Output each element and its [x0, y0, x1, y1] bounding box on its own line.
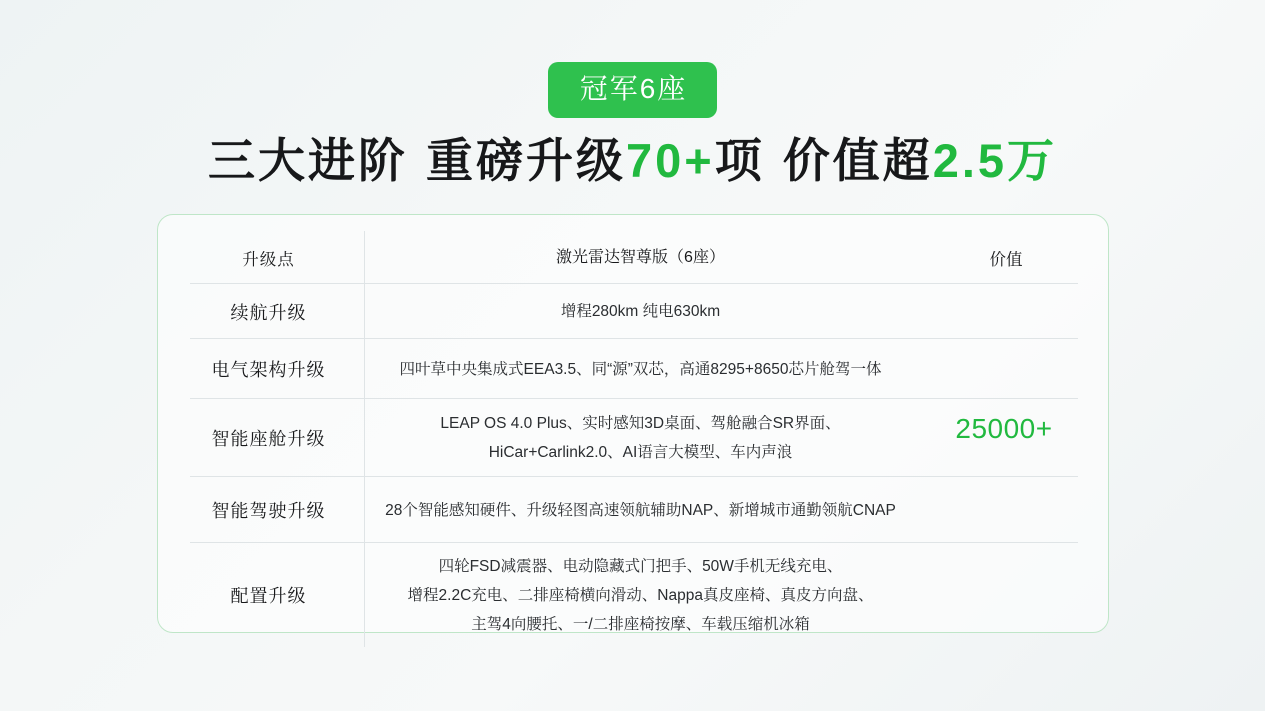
- desc-line: 主驾4向腰托、一/二排座椅按摩、车载压缩机冰箱: [471, 615, 810, 633]
- row-point-eea: 电气架构升级: [172, 339, 365, 399]
- champion-badge: 冠军6座: [548, 62, 718, 118]
- headline-part3: 项: [714, 134, 765, 187]
- headline-part2: 重磅升级: [425, 134, 626, 187]
- header-version: 激光雷达智尊版（6座）: [556, 249, 725, 266]
- desc-line: 四叶草中央集成式EEA3.5、同“源”双芯，高通8295+8650芯片舱驾一体: [399, 360, 882, 378]
- total-value: 25000+: [955, 413, 1053, 444]
- row-desc-config: [365, 543, 916, 647]
- badge-row: [0, 62, 1265, 118]
- row-desc-cockpit: [365, 399, 916, 477]
- row-value-eea: [916, 339, 1096, 399]
- page-title: [0, 124, 1265, 191]
- row-desc-driving: [365, 477, 916, 543]
- row-point-config: 配置升级: [172, 543, 365, 647]
- row-desc-range: [365, 284, 916, 339]
- table-header-row: [172, 231, 1096, 284]
- row-point-cockpit: 智能座舱升级: [172, 399, 365, 477]
- table-row: [172, 477, 1096, 543]
- header-upgrade-point: 升级点: [172, 231, 365, 284]
- desc-line: 增程2.2C充电、二排座椅横向滑动、Nappa真皮座椅、真皮方向盘、: [407, 586, 874, 604]
- headline-part4: 价值超: [782, 134, 933, 187]
- row-value-config: [916, 543, 1096, 647]
- table-row: [172, 543, 1096, 647]
- row-value-driving: [916, 477, 1096, 543]
- desc-line: 增程280km 纯电630km: [560, 303, 721, 320]
- headline-part1: 三大进阶: [207, 134, 408, 187]
- header-value: 价值: [989, 250, 1023, 269]
- headline-highlight-count: 70+: [625, 134, 715, 187]
- row-point-range: 续航升级: [172, 284, 365, 339]
- row-point-driving: 智能驾驶升级: [172, 477, 365, 543]
- desc-line: 四轮FSD减震器、电动隐藏式门把手、50W手机无线充电、: [438, 557, 843, 575]
- desc-line: LEAP OS 4.0 Plus、实时感知3D桌面、驾舱融合SR界面、: [440, 415, 841, 432]
- table-row: [172, 339, 1096, 399]
- headline-highlight-value: 2.5万: [932, 134, 1058, 187]
- row-value-range: [916, 284, 1096, 339]
- row-desc-eea: [365, 339, 916, 399]
- desc-line: HiCar+Carlink2.0、AI语言大模型、车内声浪: [488, 444, 793, 461]
- desc-line: 28个智能感知硬件、升级轻图高速领航辅助NAP、新增城市通勤领航CNAP: [385, 501, 896, 519]
- upgrade-table-card: [157, 214, 1109, 633]
- table-row: [172, 284, 1096, 339]
